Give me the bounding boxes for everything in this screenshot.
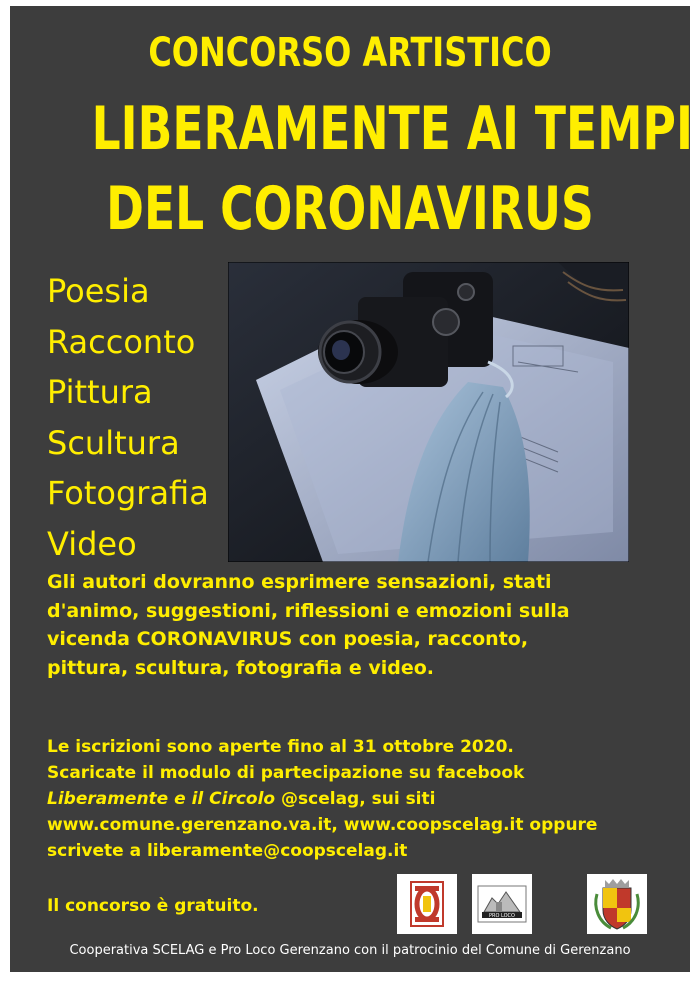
title-line-1: LIBERAMENTE AI TEMPI (91, 94, 693, 164)
free-note: Il concorso è gratuito. (47, 896, 259, 916)
info-facebook-line (47, 786, 687, 812)
scelag-logo (397, 874, 457, 934)
info-deadline: Le iscrizioni sono aperte fino al 31 ottobre 2020. (47, 737, 514, 757)
info-download: Scaricate il modulo di partecipazione su facebook (47, 763, 525, 783)
category-racconto: Racconto (47, 322, 196, 361)
proloco-logo-text: PRO LOCO (489, 913, 515, 919)
comune-crest (587, 874, 647, 934)
category-list (47, 266, 209, 569)
category-fotografia: Fotografia (47, 474, 209, 512)
footer-credits: Cooperativa SCELAG e Pro Loco Gerenzano con il patrocinio del Comune di Gerenzano (69, 943, 631, 958)
category-scultura: Scultura (47, 423, 180, 462)
proloco-logo (472, 874, 532, 934)
category-video: Video (47, 524, 137, 563)
facebook-page-name: Liberamente e il Circolo (47, 789, 276, 809)
contest-label: CONCORSO ARTISTICO (148, 30, 552, 76)
facebook-handle: @scelag, sui siti (275, 789, 436, 809)
category-pittura: Pittura (47, 373, 153, 411)
info-email: scrivete a liberamente@coopscelag.it (47, 841, 408, 861)
info-paragraph (47, 734, 687, 864)
poster (10, 6, 693, 972)
camera-mask-photo (228, 262, 629, 562)
description-paragraph: Gli autori dovranno esprimere sensazioni, stati d'animo, suggestioni, riflessioni e emozioni sulla vicenda CORONAVIRUS con poesia, racconto, pittura, scultura, fotografia e video. (47, 571, 570, 679)
category-poesia: Poesia (47, 272, 150, 310)
title-line-2: DEL CORONAVIRUS (106, 174, 594, 244)
info-websites: www.comune.gerenzano.va.it, www.coopscelag.it oppure (47, 815, 598, 835)
